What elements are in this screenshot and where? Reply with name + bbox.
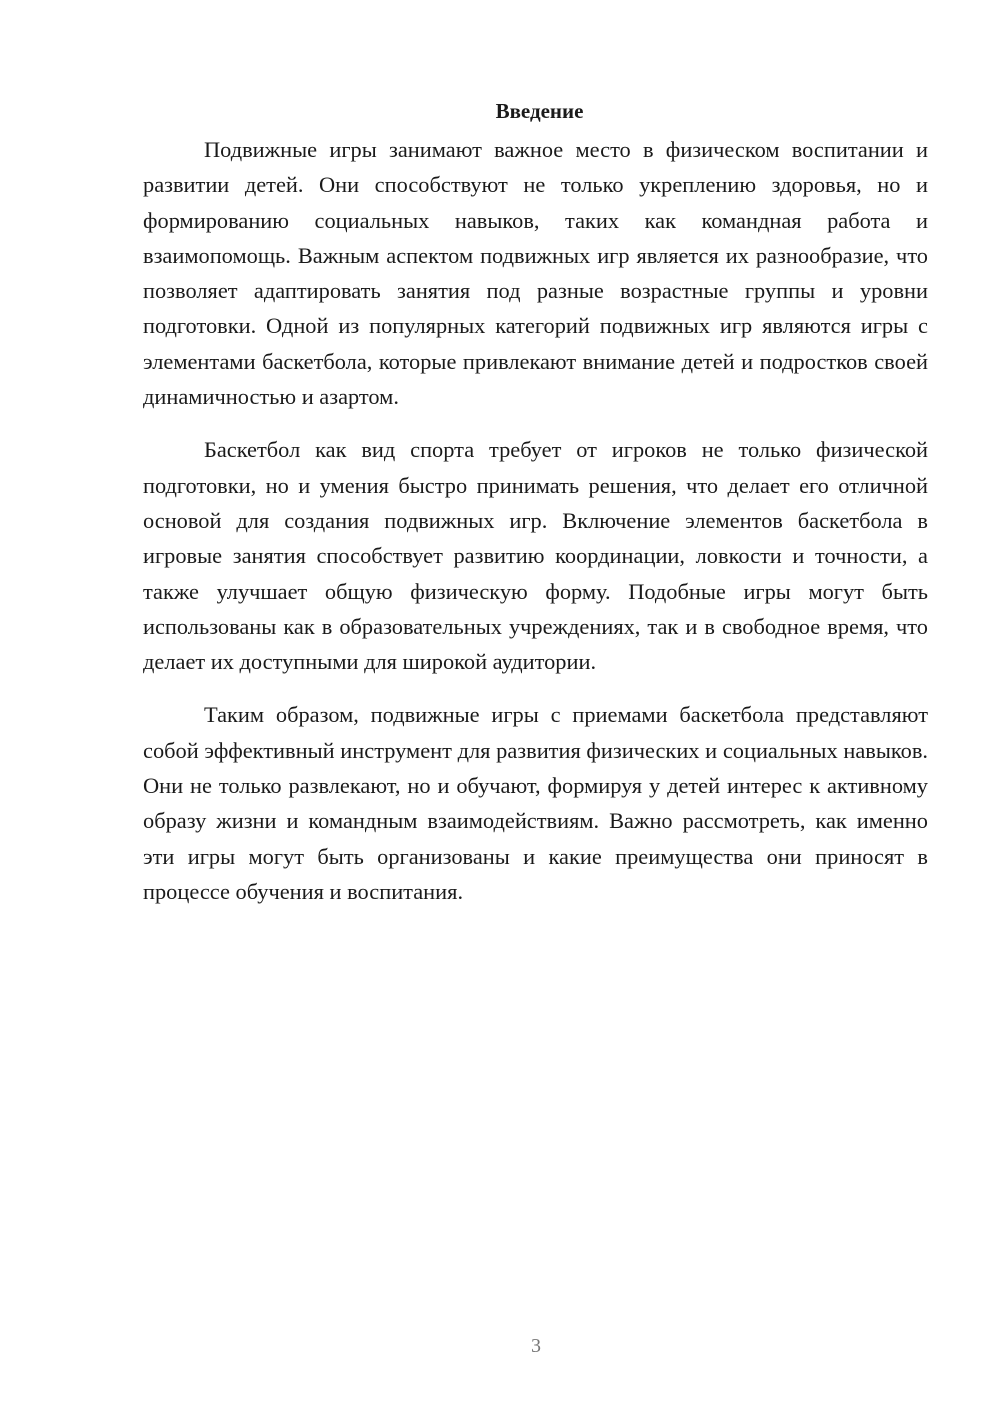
paragraph-3: Таким образом, подвижные игры с приемами баскетбола представляют собой эффективный инструмент для развития физических и социальных навыков. Они не только развлекают, но и обучают, формируя у детей интерес к активному образу жизни и командным взаимодействиям. Важно рассмотреть, как именно эти игры могут быть организованы и какие преимущества они приносят в процессе обучения и воспитания. bbox=[143, 702, 928, 904]
section-title: Введение bbox=[495, 99, 584, 123]
page-content bbox=[143, 96, 928, 927]
page-number: 3 bbox=[531, 1335, 541, 1357]
paragraph-2: Баскетбол как вид спорта требует от игроков не только физической подготовки, но и умения быстро принимать решения, что делает его отличной основой для создания подвижных игр. Включение элементов баскетбола в игровые занятия способствует развитию координации, ловкости и точности, а также улучшает общую физическую форму. Подобные игры могут быть использованы как в образовательных учреждениях, так и в свободное время, что делает их доступными для широкой аудитории. bbox=[143, 437, 928, 675]
paragraph-1: Подвижные игры занимают важное место в физическом воспитании и развитии детей. Они способствуют не только укреплению здоровья, но и формированию социальных навыков, таких как командная работа и взаимопомощь. Важным аспектом подвижных игр является их разнообразие, что позволяет адаптировать занятия под разные возрастные группы и уровни подготовки. Одной из популярных категорий подвижных игр являются игры с элементами баскетбола, которые привлекают внимание детей и подростков своей динамичностью и азартом. bbox=[143, 137, 928, 410]
